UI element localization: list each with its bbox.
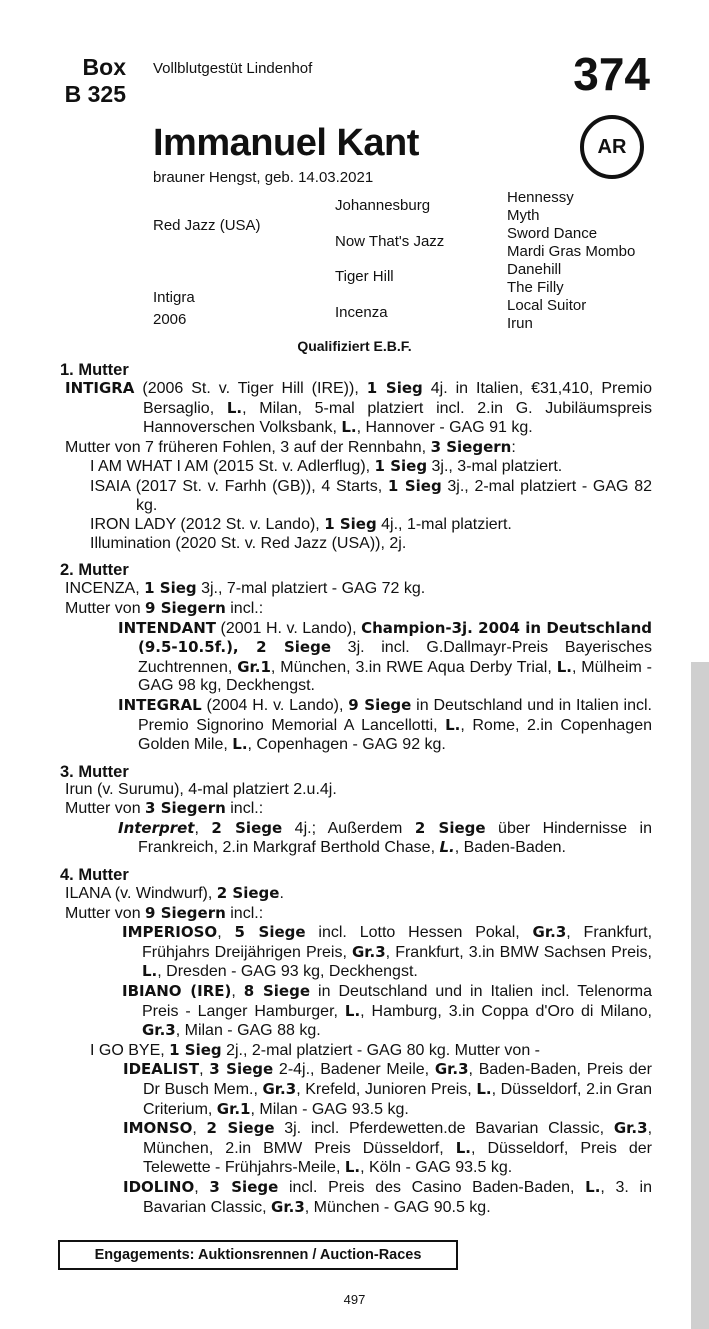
- ar-badge: AR: [580, 115, 644, 179]
- horse-description: brauner Hengst, geb. 14.03.2021: [153, 169, 374, 186]
- section-fourth-dam: 4. Mutter: [60, 866, 129, 885]
- produce-entry: IMPERIOSO, 5 Siege incl. Lotto Hessen Pokal, Gr.3, Frankfurt, Frühjahrs Dreijährigen Preis, Gr.3, Frankfurt, 3.in BMW Sachsen Preis, L., Dresden - GAG 93 kg, Deckhengst.: [122, 923, 653, 981]
- produce-summary: Mutter von 7 früheren Fohlen, 3 auf der Rennbahn, 3 Siegern:: [65, 437, 516, 456]
- breeder-name: Vollblutgestüt Lindenhof: [153, 60, 313, 77]
- pedigree-dam-dam: Incenza: [335, 304, 388, 321]
- page-number: 497: [343, 1292, 366, 1307]
- dam-entry: INTIGRA (2006 St. v. Tiger Hill (IRE)), 1 Sieg 4j. in Italien, €31,410, Premio Bersaglio, L., Milan, 5-mal platziert incl. 2.in G. Jubiläumspreis Hannoverschen Volksbank, L., Hannover - GAG 91 kg.: [65, 379, 653, 437]
- produce-entry: Interpret, 2 Siege 4j.; Außerdem 2 Siege über Hindernisse in Frankreich, 2.in Markgraf Berthold Chase, L., Baden-Baden.: [118, 818, 652, 857]
- pedigree-dam-sire: Tiger Hill: [335, 268, 394, 285]
- pedigree-sire-sire: Johannesburg: [335, 197, 431, 214]
- produce-summary: Mutter von 9 Siegern incl.:: [65, 903, 264, 922]
- pedigree-sire-dam: Now That's Jazz: [335, 233, 445, 250]
- produce-entry: IBIANO (IRE), 8 Siege in Deutschland und in Italien incl. Telenorma Preis - Langer Hamburger, L., Hamburg, 3.in Coppa d'Oro di Milano, Gr.3, Milan - GAG 88 kg.: [122, 982, 652, 1040]
- produce-entry: INTENDANT (2001 H. v. Lando), Champion-3j. 2004 in Deutschland (9.5-10.5f.), 2 Siege 3j. incl. G.Dallmayr-Preis Bayerisches Zuchtrennen, Gr.1, München, 3.in RWE Aqua Derby Trial, L., Mülheim - GAG 98 kg, Deckhengst.: [118, 618, 653, 695]
- produce-entry: I AM WHAT I AM (2015 St. v. Adlerflug), 1 Sieg 3j., 3-mal platziert.: [90, 457, 563, 476]
- produce-entry: IRON LADY (2012 St. v. Lando), 1 Sieg 4j., 1-mal platziert.: [90, 515, 512, 534]
- dam-entry: ILANA (v. Windwurf), 2 Siege.: [65, 884, 284, 903]
- produce-summary: Mutter von 9 Siegern incl.:: [65, 598, 264, 617]
- section-third-dam: 3. Mutter: [60, 762, 129, 781]
- family-section: [60, 361, 652, 1217]
- scrollbar[interactable]: [691, 662, 709, 1329]
- produce-summary: Mutter von 3 Siegern incl.:: [65, 799, 264, 818]
- dam-entry: INCENZA, 1 Sieg 3j., 7-mal platziert - GAG 72 kg.: [65, 579, 426, 598]
- qualification: Qualifiziert E.B.F.: [297, 338, 412, 354]
- lot-number: 374: [573, 48, 650, 100]
- section-second-dam: 2. Mutter: [60, 561, 129, 580]
- grandproduce-entry: IMONSO, 2 Siege 3j. incl. Pferdewetten.de Bavarian Classic, Gr.3, München, 2.in BMW Preis Düsseldorf, L., Düsseldorf, Preis der Telewette - Frühjahrs-Meile, L., Köln - GAG 93.5 kg.: [123, 1119, 653, 1177]
- produce-entry: ISAIA (2017 St. v. Farhh (GB)), 4 Starts, 1 Sieg 3j., 2-mal platziert - GAG 82 kg.: [90, 476, 652, 514]
- produce-entry: INTEGRAL (2004 H. v. Lando), 9 Siege in Deutschland und in Italien incl. Premio Signorino Memorial A Lancellotti, L., Rome, 2.in Copenhagen Golden Mile, L., Copenhagen - GAG 92 kg.: [118, 695, 652, 754]
- grandproduce-entry: IDOLINO, 3 Siege incl. Preis des Casino Baden-Baden, L., 3. in Bavarian Classic, Gr.3, München - GAG 90.5 kg.: [123, 1177, 652, 1216]
- produce-entry: I GO BYE, 1 Sieg 2j., 2-mal platziert - GAG 80 kg. Mutter von -: [90, 1040, 540, 1059]
- grandproduce-entry: IDEALIST, 3 Siege 2-4j., Badener Meile, Gr.3, Baden-Baden, Preis der Dr Busch Mem., Gr.3, Krefeld, Junioren Preis, L., Düsseldorf, 2.in Gran Criterium, Gr.1, Milan - GAG 93.5 kg.: [123, 1060, 653, 1118]
- box-number: Box B 325: [64, 54, 126, 107]
- section-first-dam: 1. Mutter: [60, 361, 129, 379]
- dam-entry: Irun (v. Surumu), 4-mal platziert 2.u.4j.: [65, 780, 337, 798]
- horse-name: Immanuel Kant: [153, 122, 419, 164]
- pedigree-sire: Red Jazz (USA): [153, 217, 261, 234]
- engagements-box: Engagements: Auktionsrennen / Auction-Races: [58, 1240, 458, 1270]
- produce-entry: Illumination (2020 St. v. Red Jazz (USA)), 2j.: [90, 534, 407, 552]
- pedigree-dam: Intigra 2006: [153, 289, 195, 328]
- pedigree-gen3: Hennessy Myth Sword Dance Mardi Gras Mombo Danehill The Filly Local Suitor Irun: [507, 189, 636, 332]
